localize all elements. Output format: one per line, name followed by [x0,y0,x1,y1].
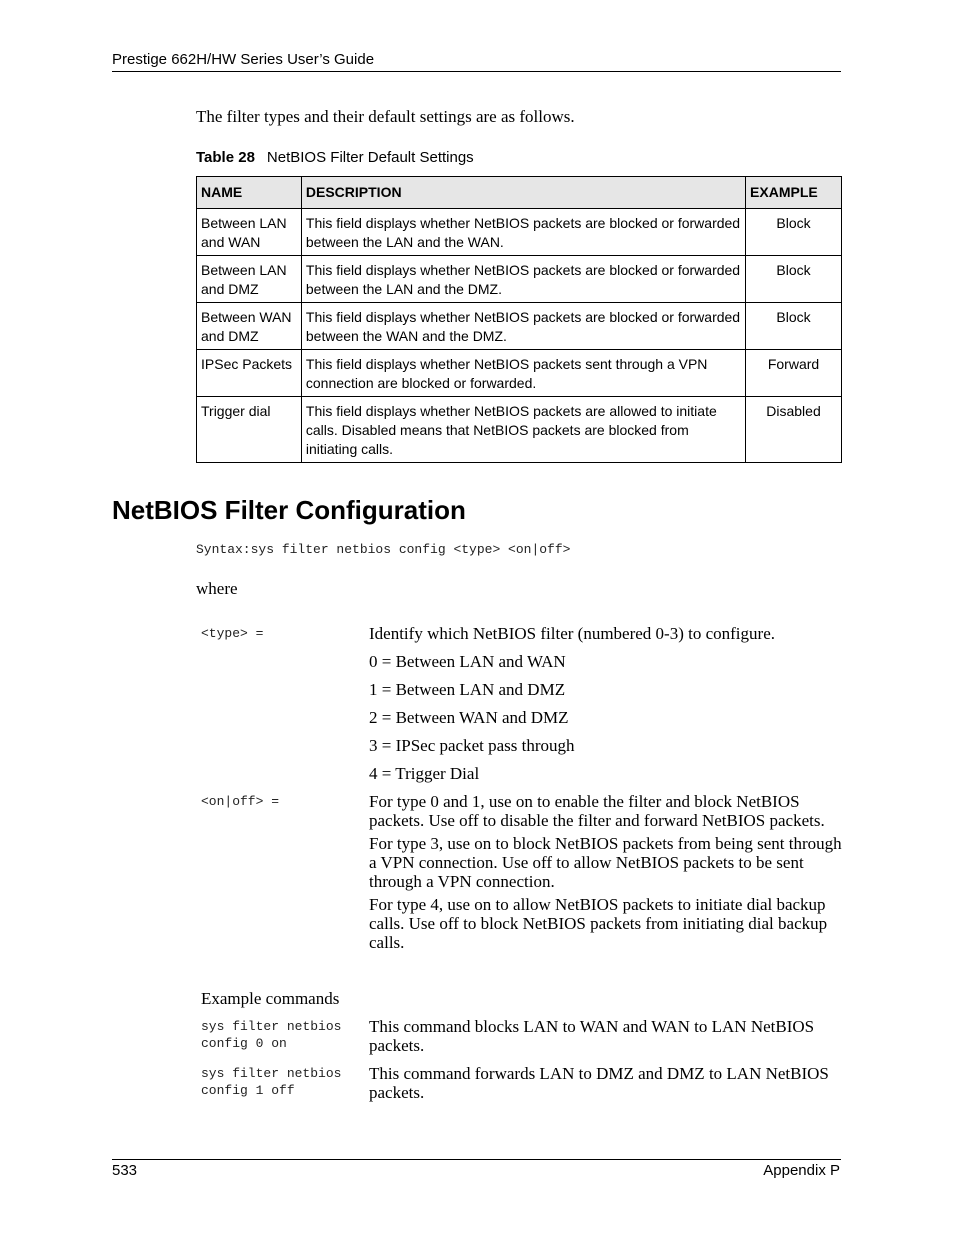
header-rule [112,71,841,72]
cell-example: Block [746,256,842,303]
example-command: sys filter netbios config 1 off [201,1066,342,1098]
param-onoff-description: For type 0 and 1, use on to enable the filter and block NetBIOS packets. Use off to disable the filter and forward NetBIOS packets. [369,792,825,830]
header-example: EXAMPLE [746,177,842,209]
cell-description: This field displays whether NetBIOS packets are blocked or forwarded between the LAN and the WAN. [301,209,745,256]
running-header: Prestige 662H/HW Series User’s Guide [112,51,375,68]
param-type-option: 1 = Between LAN and DMZ [369,680,566,699]
param-type-option: 0 = Between LAN and WAN [369,652,566,671]
table-caption [196,149,474,166]
cell-description: This field displays whether NetBIOS packets are allowed to initiate calls. Disabled means that NetBIOS packets are blocked from initiating calls. [301,397,745,463]
header-name: NAME [197,177,302,209]
cell-example: Block [746,303,842,350]
footer-section: Appendix P [763,1162,840,1179]
intro-text: The filter types and their default settings are as follows. [196,107,575,126]
cell-description: This field displays whether NetBIOS packets are blocked or forwarded between the LAN and the DMZ. [301,256,745,303]
header-description: DESCRIPTION [301,177,745,209]
table-row [197,256,842,303]
where-label: where [196,579,238,598]
table-header-row [197,177,842,209]
param-type-name: <type> = [201,626,264,641]
cell-name: Trigger dial [197,397,302,463]
param-type-description: Identify which NetBIOS filter (numbered 0-3) to configure. [369,624,775,643]
syntax-line: Syntax:sys filter netbios config <type> <on|off> [196,542,571,557]
example-commands-label: Example commands [201,989,340,1008]
table-row [197,397,842,463]
cell-example: Disabled [746,397,842,463]
table-caption-text: NetBIOS Filter Default Settings [266,149,474,166]
param-type-option: 2 = Between WAN and DMZ [369,708,569,727]
cell-description: This field displays whether NetBIOS packets sent through a VPN connection are blocked or forwarded. [301,350,745,397]
param-onoff-description: For type 4, use on to allow NetBIOS packets to initiate dial backup calls. Use off to block NetBIOS packets from initiating dial backup calls. [369,895,828,952]
example-description: This command forwards LAN to DMZ and DMZ to LAN NetBIOS packets. [369,1064,829,1102]
table-row [197,303,842,350]
cell-name: Between WAN and DMZ [197,303,302,350]
param-onoff-name: <on|off> = [201,794,280,809]
cell-description: This field displays whether NetBIOS packets are blocked or forwarded between the WAN and the DMZ. [301,303,745,350]
param-type-option: 4 = Trigger Dial [369,764,480,783]
table-label: Table 28 [196,149,255,166]
example-command: sys filter netbios config 0 on [201,1019,342,1051]
cell-example: Block [746,209,842,256]
param-onoff-description: For type 3, use on to block NetBIOS packets from being sent through a VPN connection. Use off to allow NetBIOS packets to be sent through a VPN connection. [369,834,842,891]
cell-name: Between LAN and WAN [197,209,302,256]
cell-example: Forward [746,350,842,397]
cell-name: IPSec Packets [197,350,302,397]
table-row [197,350,842,397]
section-title: NetBIOS Filter Configuration [112,495,466,525]
netbios-filter-table [196,176,842,463]
cell-name: Between LAN and DMZ [197,256,302,303]
footer-rule [112,1159,841,1160]
page-number: 533 [112,1162,138,1179]
table-row [197,209,842,256]
param-type-option: 3 = IPSec packet pass through [369,736,575,755]
example-description: This command blocks LAN to WAN and WAN to LAN NetBIOS packets. [369,1017,815,1055]
